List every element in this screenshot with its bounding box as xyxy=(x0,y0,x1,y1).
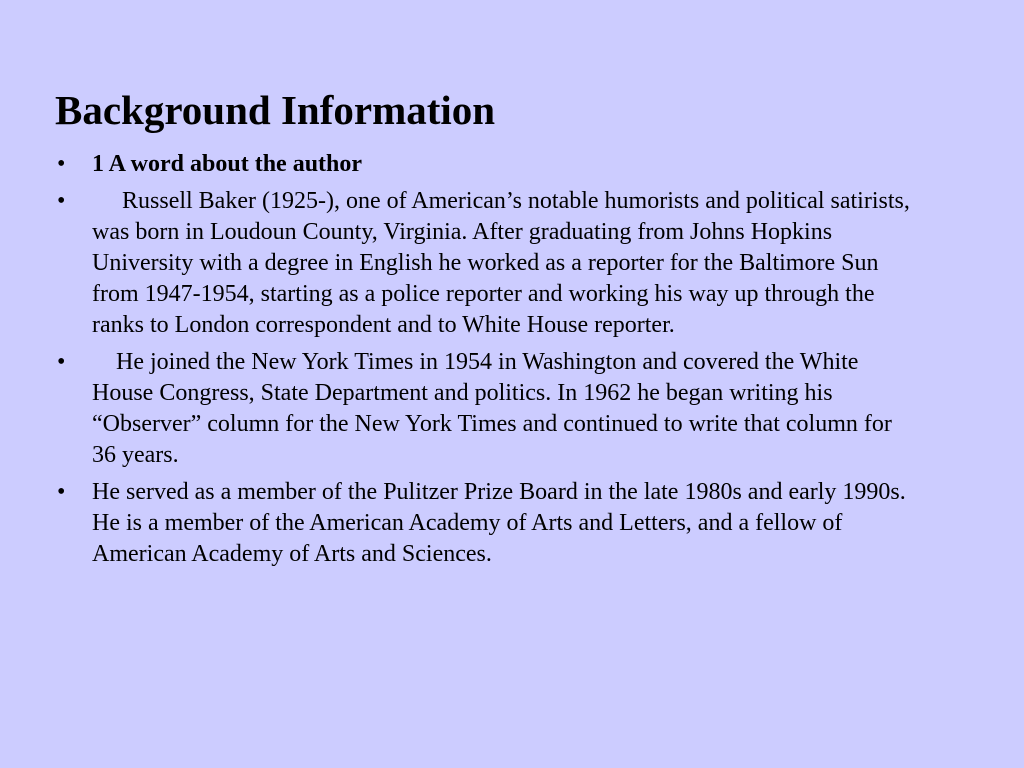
bullet-icon: • xyxy=(57,479,66,505)
bullet-icon: • xyxy=(57,188,66,214)
bullet-icon: • xyxy=(57,151,66,177)
bullet-text: 1 A word about the author xyxy=(92,151,363,177)
slide-title: Background Information xyxy=(55,87,496,133)
bullet-list xyxy=(54,149,914,576)
bullet-text: He served as a member of the Pulitzer Prize Board in the late 1980s and early 1990s. He is a member of the American Academy of Arts and Letters, and a fellow of American Academy of Arts and Sciences. xyxy=(92,479,912,567)
bullet-icon: • xyxy=(57,349,66,375)
bullet-item-early-career xyxy=(54,186,914,341)
bullet-item-honors xyxy=(54,477,914,570)
bullet-item-new-york-times xyxy=(54,347,914,471)
bullet-text: Russell Baker (1925-), one of American’s notable humorists and political satirists, was born in Loudoun County, Virginia. After graduating from Johns Hopkins University with a degree in English he worked as a reporter for the Baltimore Sun from 1947-1954, starting as a police reporter and working his way up through the ranks to London correspondent and to White House reporter. xyxy=(92,188,916,338)
bullet-item-author-heading xyxy=(54,149,914,180)
bullet-text: He joined the New York Times in 1954 in Washington and covered the White House Congress, State Department and politics. In 1962 he began writing his “Observer” column for the New York Times and continued to write that column for 36 years. xyxy=(92,349,898,468)
